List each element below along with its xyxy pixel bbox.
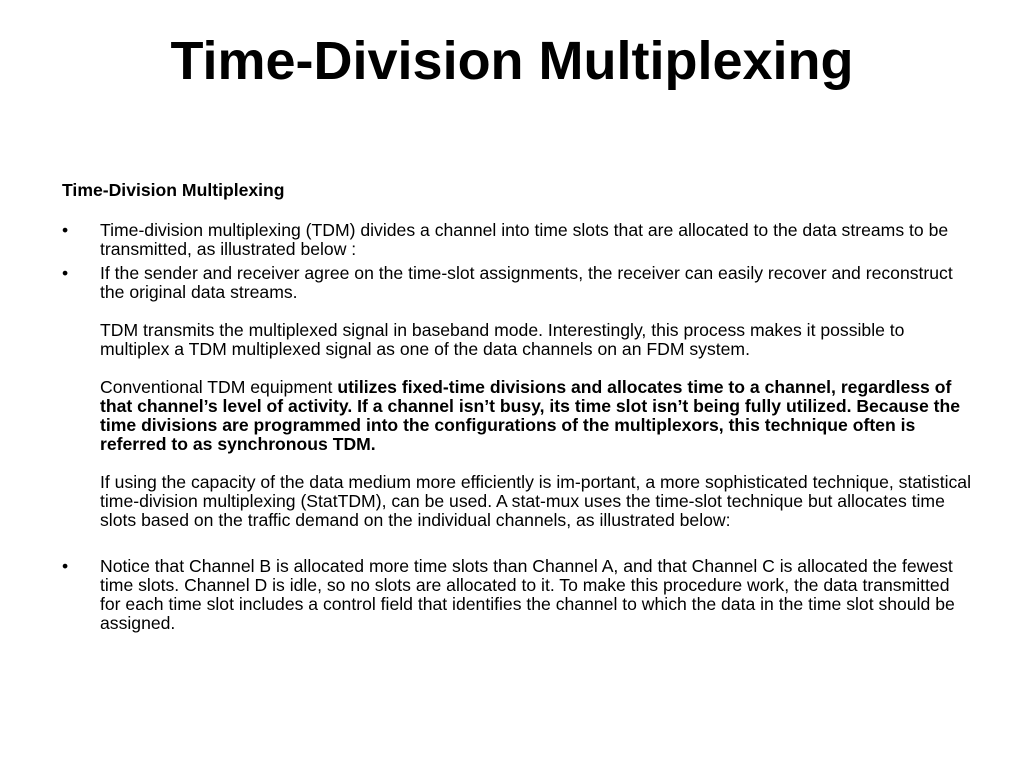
slide-content: [62, 181, 972, 638]
paragraph-bold-text: utilizes fixed-time divisions and allocates time to a channel, regardless of that channel’s level of activity. If a channel isn’t busy, its time slot isn’t being fully utilized. Because the time divisions are programmed into the configurations of the multiplexors, this technique often is referred to as synchronous TDM.: [100, 377, 961, 454]
bullet-text: Notice that Channel B is allocated more time slots than Channel A, and that Channel C is allocated the fewest time slots. Channel D is idle, so no slots are allocated to it. To make this procedure work, the data transmitted for each time slot includes a control field that identifies the channel to which the data in the time slot should be assigned.: [100, 556, 955, 633]
paragraph-synchronous-tdm: [100, 378, 972, 454]
bullet-mark: •: [62, 556, 69, 576]
bullet-item-1: [62, 221, 972, 259]
paragraph-baseband: TDM transmits the multiplexed signal in baseband mode. Interestingly, this process makes it possible to multiplex a TDM multiplexed signal as one of the data channels on an FDM system.: [100, 320, 905, 359]
bullet-text: Time-division multiplexing (TDM) divides a channel into time slots that are allocated to the data streams to be transmitted, as illustrated below :: [100, 220, 949, 259]
bullet-text: If the sender and receiver agree on the time-slot assignments, the receiver can easily recover and reconstruct the original data streams.: [100, 263, 953, 302]
bullet-item-2: [62, 264, 972, 302]
slide-title: Time-Division Multiplexing: [170, 31, 854, 91]
bullet-mark: •: [62, 263, 69, 283]
bullet-mark: •: [62, 220, 69, 240]
paragraph-plain-text: Conventional TDM equipment: [100, 377, 338, 397]
paragraph-stattdm: If using the capacity of the data medium more efficiently is im-portant, a more sophisticated technique, statistical time-division multiplexing (StatTDM), can be used. A stat-mux uses the time-slot technique but allocates time slots based on the traffic demand on the individual channels, as illustrated below:: [100, 472, 971, 530]
bullet-item-3: [62, 557, 972, 633]
section-heading: Time-Division Multiplexing: [62, 180, 285, 200]
